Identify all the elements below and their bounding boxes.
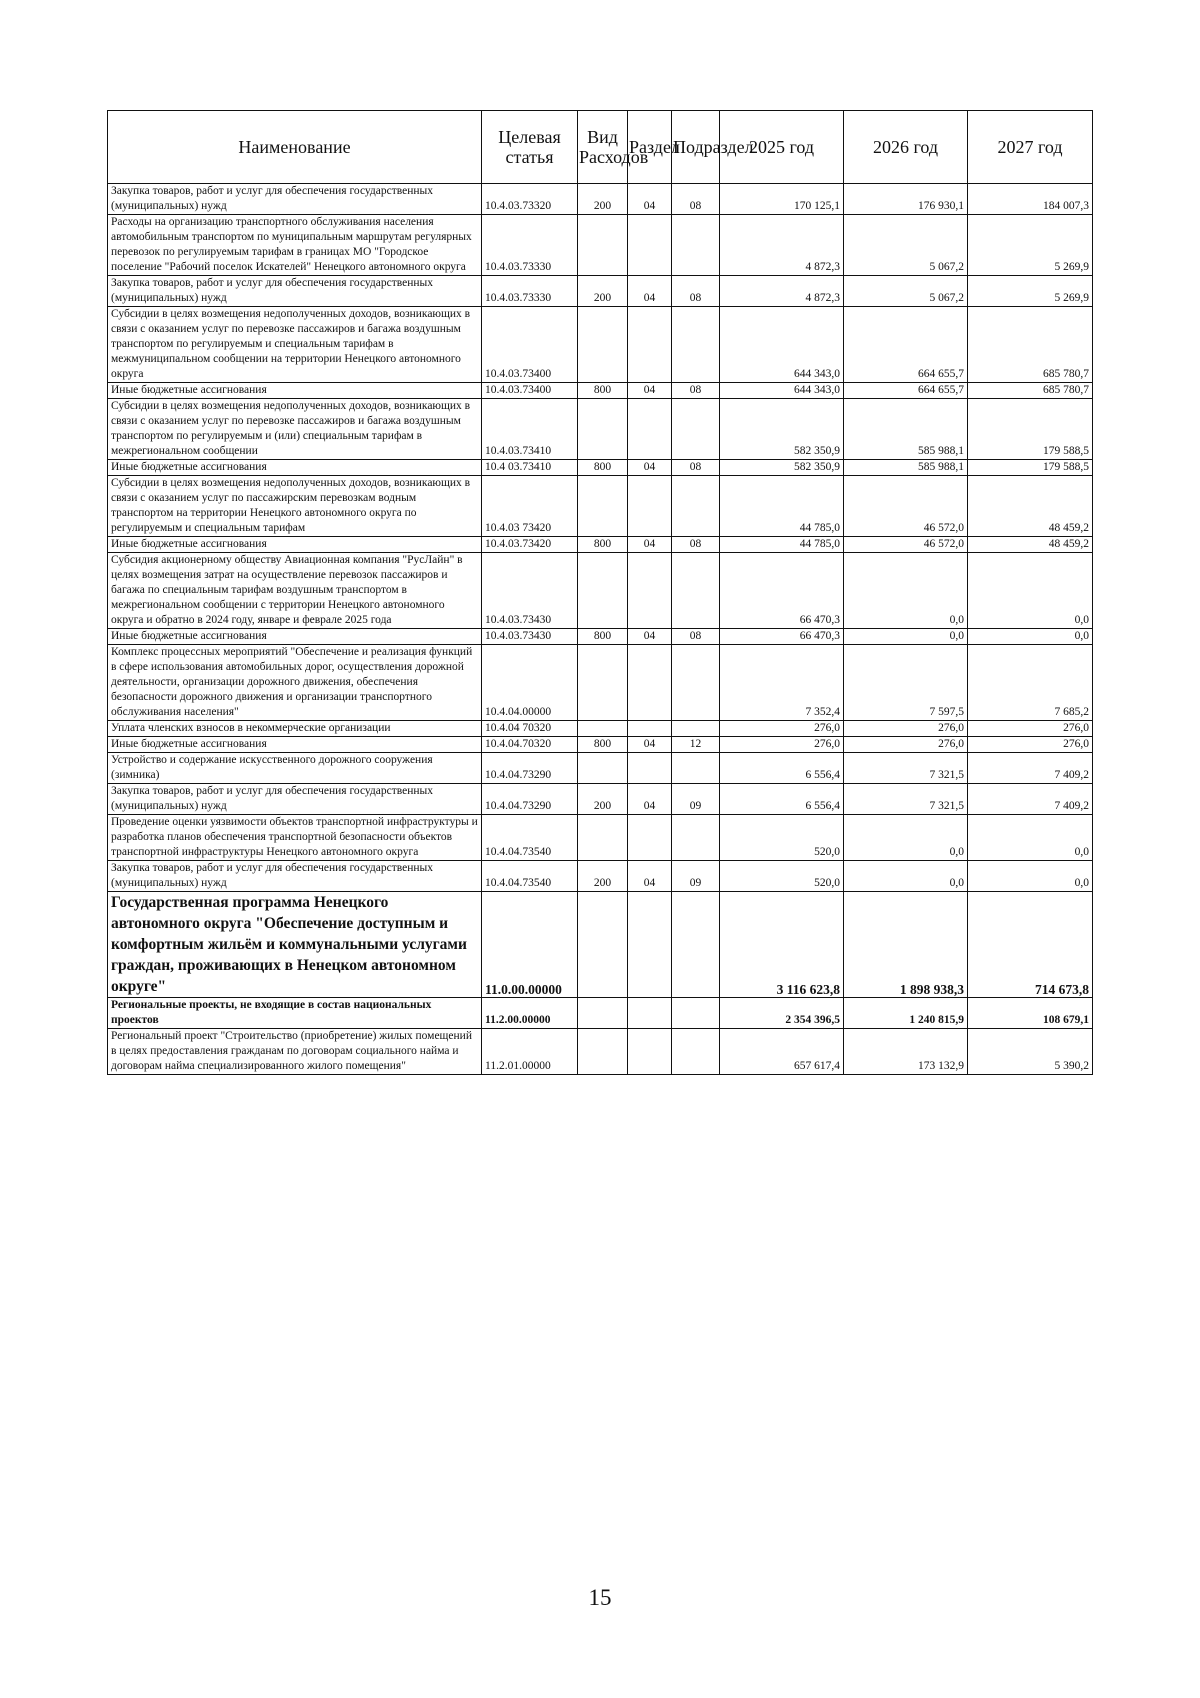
cell-2025: 4 872,3 (720, 215, 844, 276)
cell-name: Закупка товаров, работ и услуг для обеспечения государственных (муниципальных) нужд (108, 861, 482, 892)
cell-2026: 173 132,9 (844, 1029, 968, 1075)
cell-2027: 714 673,8 (968, 892, 1093, 998)
cell-subsection (672, 553, 720, 629)
cell-expense-type: 800 (578, 460, 628, 476)
budget-table (107, 110, 1093, 1075)
cell-section: 04 (628, 383, 672, 399)
table-row (108, 184, 1093, 215)
table-row (108, 721, 1093, 737)
cell-section (628, 892, 672, 998)
cell-expense-type: 800 (578, 383, 628, 399)
cell-subsection (672, 721, 720, 737)
cell-expense-type: 200 (578, 184, 628, 215)
cell-target-article: 11.0.00.00000 (482, 892, 578, 998)
cell-section: 04 (628, 861, 672, 892)
cell-2026: 7 321,5 (844, 753, 968, 784)
cell-name: Региональный проект "Строительство (приобретение) жилых помещений в целях предоставления гражданам по договорам социального найма и договорам найма специализированного жилого помещения" (108, 1029, 482, 1075)
cell-name: Иные бюджетные ассигнования (108, 383, 482, 399)
cell-subsection (672, 399, 720, 460)
cell-section (628, 215, 672, 276)
cell-2025: 7 352,4 (720, 645, 844, 721)
table-body (108, 184, 1093, 1075)
header-expense-type: Вид Расходов (578, 111, 628, 184)
cell-expense-type (578, 476, 628, 537)
cell-subsection (672, 476, 720, 537)
cell-2026: 46 572,0 (844, 537, 968, 553)
cell-section (628, 476, 672, 537)
cell-2027: 179 588,5 (968, 460, 1093, 476)
cell-2027: 7 685,2 (968, 645, 1093, 721)
table-row (108, 737, 1093, 753)
cell-expense-type: 200 (578, 276, 628, 307)
cell-expense-type: 800 (578, 537, 628, 553)
cell-2026: 585 988,1 (844, 399, 968, 460)
cell-2026: 46 572,0 (844, 476, 968, 537)
cell-target-article: 10.4.04 70320 (482, 721, 578, 737)
cell-section (628, 399, 672, 460)
cell-section: 04 (628, 629, 672, 645)
cell-2027: 179 588,5 (968, 399, 1093, 460)
cell-section (628, 753, 672, 784)
cell-target-article: 10.4.04.73290 (482, 753, 578, 784)
cell-expense-type (578, 753, 628, 784)
cell-target-article: 10.4.03.73330 (482, 215, 578, 276)
cell-subsection: 12 (672, 737, 720, 753)
cell-target-article: 11.2.01.00000 (482, 1029, 578, 1075)
cell-2027: 0,0 (968, 629, 1093, 645)
table-row (108, 815, 1093, 861)
table-row (108, 784, 1093, 815)
cell-name: Проведение оценки уязвимости объектов транспортной инфраструктуры и разработка планов обеспечения транспортной безопасности объектов транспортной инфраструктуры Ненецкого автономного округа (108, 815, 482, 861)
cell-2025: 276,0 (720, 721, 844, 737)
cell-subsection (672, 998, 720, 1029)
cell-expense-type (578, 815, 628, 861)
cell-expense-type (578, 307, 628, 383)
table-row (108, 1029, 1093, 1075)
cell-name: Субсидия акционерному обществу Авиационная компания "РусЛайн" в целях возмещения затрат на осуществление перевозок пассажиров и багажа по специальным тарифам воздушным транспортом в межрегиональном сообщении с территории Ненецкого автономного округа и обратно в 2024 году, январе и феврале 2025 года (108, 553, 482, 629)
cell-2027: 685 780,7 (968, 307, 1093, 383)
cell-name: Субсидии в целях возмещения недополученных доходов, возникающих в связи с оказанием услуг по перевозке пассажиров и багажа воздушным транспортом по регулируемым и специальным тарифам в межмуниципальном сообщении на территории Ненецкого автономного округа (108, 307, 482, 383)
cell-2025: 6 556,4 (720, 784, 844, 815)
cell-expense-type (578, 1029, 628, 1075)
cell-expense-type (578, 215, 628, 276)
table-row (108, 383, 1093, 399)
cell-target-article: 10.4.04.70320 (482, 737, 578, 753)
cell-target-article: 10.4.03.73430 (482, 553, 578, 629)
cell-name: Закупка товаров, работ и услуг для обеспечения государственных (муниципальных) нужд (108, 184, 482, 215)
cell-target-article: 10.4.03.73400 (482, 383, 578, 399)
cell-target-article: 10.4 03.73410 (482, 460, 578, 476)
cell-2025: 644 343,0 (720, 383, 844, 399)
cell-2026: 5 067,2 (844, 276, 968, 307)
cell-target-article: 10.4.03.73430 (482, 629, 578, 645)
cell-section (628, 998, 672, 1029)
cell-section: 04 (628, 460, 672, 476)
cell-subsection (672, 815, 720, 861)
cell-2027: 276,0 (968, 737, 1093, 753)
cell-2026: 664 655,7 (844, 383, 968, 399)
table-row (108, 307, 1093, 383)
cell-2027: 0,0 (968, 553, 1093, 629)
cell-expense-type: 800 (578, 629, 628, 645)
cell-2027: 184 007,3 (968, 184, 1093, 215)
cell-2027: 48 459,2 (968, 476, 1093, 537)
cell-2027: 0,0 (968, 861, 1093, 892)
cell-2026: 276,0 (844, 721, 968, 737)
cell-2025: 3 116 623,8 (720, 892, 844, 998)
cell-2025: 657 617,4 (720, 1029, 844, 1075)
cell-2025: 4 872,3 (720, 276, 844, 307)
cell-2025: 170 125,1 (720, 184, 844, 215)
cell-expense-type (578, 553, 628, 629)
header-target-article: Целевая статья (482, 111, 578, 184)
cell-target-article: 10.4.03.73420 (482, 537, 578, 553)
cell-name: Уплата членских взносов в некоммерческие организации (108, 721, 482, 737)
table-row (108, 476, 1093, 537)
cell-subsection (672, 645, 720, 721)
cell-2026: 1 240 815,9 (844, 998, 968, 1029)
cell-subsection: 09 (672, 861, 720, 892)
cell-2025: 520,0 (720, 815, 844, 861)
cell-subsection: 08 (672, 629, 720, 645)
cell-2026: 585 988,1 (844, 460, 968, 476)
table-row (108, 892, 1093, 998)
cell-name: Субсидии в целях возмещения недополученных доходов, возникающих в связи с оказанием услуг по перевозке пассажиров и багажа воздушным транспортом по регулируемым и (или) специальным тарифам в межрегиональном сообщении (108, 399, 482, 460)
cell-2026: 0,0 (844, 861, 968, 892)
cell-target-article: 10.4.03.73330 (482, 276, 578, 307)
cell-2026: 7 597,5 (844, 645, 968, 721)
cell-subsection (672, 307, 720, 383)
cell-name: Субсидии в целях возмещения недополученных доходов, возникающих в связи с оказанием услуг по пассажирским перевозкам водным транспортом на территории Ненецкого автономного округа по регулируемым и специальным тарифам (108, 476, 482, 537)
cell-2025: 66 470,3 (720, 629, 844, 645)
table-row (108, 537, 1093, 553)
cell-name: Закупка товаров, работ и услуг для обеспечения государственных (муниципальных) нужд (108, 784, 482, 815)
cell-subsection: 09 (672, 784, 720, 815)
cell-section (628, 307, 672, 383)
header-name: Наименование (108, 111, 482, 184)
cell-subsection (672, 753, 720, 784)
cell-2026: 0,0 (844, 629, 968, 645)
cell-subsection: 08 (672, 276, 720, 307)
cell-section: 04 (628, 184, 672, 215)
cell-2025: 276,0 (720, 737, 844, 753)
cell-2025: 582 350,9 (720, 460, 844, 476)
cell-name: Устройство и содержание искусственного дорожного сооружения (зимника) (108, 753, 482, 784)
cell-2026: 5 067,2 (844, 215, 968, 276)
cell-name: Комплекс процессных мероприятий "Обеспечение и реализация функций в сфере использования автомобильных дорог, осуществления дорожной деятельности, организации дорожного движения, обеспечения безопасности дорожного движения и организации транспортного обслуживания населения" (108, 645, 482, 721)
table-row (108, 399, 1093, 460)
cell-2026: 7 321,5 (844, 784, 968, 815)
cell-2027: 5 390,2 (968, 1029, 1093, 1075)
cell-2025: 2 354 396,5 (720, 998, 844, 1029)
table-row (108, 629, 1093, 645)
cell-expense-type (578, 399, 628, 460)
cell-2027: 276,0 (968, 721, 1093, 737)
header-section: Раздел (628, 111, 672, 184)
cell-name: Иные бюджетные ассигнования (108, 460, 482, 476)
cell-expense-type (578, 892, 628, 998)
cell-subsection: 08 (672, 184, 720, 215)
page-number: 15 (588, 1585, 612, 1610)
cell-expense-type (578, 721, 628, 737)
cell-subsection (672, 215, 720, 276)
cell-expense-type: 200 (578, 861, 628, 892)
cell-2027: 5 269,9 (968, 276, 1093, 307)
cell-name: Иные бюджетные ассигнования (108, 737, 482, 753)
table-row (108, 861, 1093, 892)
table-row (108, 645, 1093, 721)
table-row (108, 753, 1093, 784)
cell-target-article: 10.4.03.73400 (482, 307, 578, 383)
cell-2027: 5 269,9 (968, 215, 1093, 276)
cell-2027: 7 409,2 (968, 784, 1093, 815)
cell-subsection: 08 (672, 383, 720, 399)
header-2026: 2026 год (844, 111, 968, 184)
cell-target-article: 10.4.04.73540 (482, 815, 578, 861)
cell-2026: 1 898 938,3 (844, 892, 968, 998)
cell-name: Региональные проекты, не входящие в состав национальных проектов (108, 998, 482, 1029)
cell-2027: 108 679,1 (968, 998, 1093, 1029)
cell-section (628, 645, 672, 721)
cell-target-article: 10.4.03.73320 (482, 184, 578, 215)
table-row (108, 998, 1093, 1029)
table-row (108, 215, 1093, 276)
cell-subsection: 08 (672, 537, 720, 553)
cell-2027: 0,0 (968, 815, 1093, 861)
cell-name: Закупка товаров, работ и услуг для обеспечения государственных (муниципальных) нужд (108, 276, 482, 307)
cell-2025: 66 470,3 (720, 553, 844, 629)
cell-section: 04 (628, 537, 672, 553)
cell-2026: 0,0 (844, 815, 968, 861)
cell-target-article: 10.4.04.73290 (482, 784, 578, 815)
table-row (108, 276, 1093, 307)
cell-section: 04 (628, 276, 672, 307)
cell-2025: 44 785,0 (720, 476, 844, 537)
cell-expense-type: 200 (578, 784, 628, 815)
cell-2026: 0,0 (844, 553, 968, 629)
cell-expense-type (578, 998, 628, 1029)
cell-2026: 664 655,7 (844, 307, 968, 383)
cell-name: Расходы на организацию транспортного обслуживания населения автомобильным транспортом по муниципальным маршрутам регулярных перевозок по регулируемым тарифам в границах МО "Городское поселение "Рабочий поселок Искателей" Ненецкого автономного округа (108, 215, 482, 276)
cell-2025: 44 785,0 (720, 537, 844, 553)
cell-section (628, 553, 672, 629)
cell-target-article: 10.4.04.73540 (482, 861, 578, 892)
cell-name: Государственная программа Ненецкого автономного округа "Обеспечение доступным и комфортным жильём и коммунальными услугами граждан, проживающих в Ненецком автономном округе" (108, 892, 482, 998)
cell-2025: 582 350,9 (720, 399, 844, 460)
cell-target-article: 11.2.00.00000 (482, 998, 578, 1029)
table-header (108, 111, 1093, 184)
table-row (108, 460, 1093, 476)
cell-2026: 176 930,1 (844, 184, 968, 215)
cell-2025: 520,0 (720, 861, 844, 892)
cell-section (628, 1029, 672, 1075)
cell-target-article: 10.4.04.00000 (482, 645, 578, 721)
table-row (108, 553, 1093, 629)
cell-section (628, 815, 672, 861)
cell-section (628, 721, 672, 737)
cell-section: 04 (628, 737, 672, 753)
cell-target-article: 10.4.03.73410 (482, 399, 578, 460)
header-2025: 2025 год (720, 111, 844, 184)
cell-target-article: 10.4.03 73420 (482, 476, 578, 537)
cell-expense-type: 800 (578, 737, 628, 753)
header-2027: 2027 год (968, 111, 1093, 184)
cell-name: Иные бюджетные ассигнования (108, 629, 482, 645)
cell-expense-type (578, 645, 628, 721)
cell-2027: 7 409,2 (968, 753, 1093, 784)
cell-name: Иные бюджетные ассигнования (108, 537, 482, 553)
cell-2026: 276,0 (844, 737, 968, 753)
cell-2027: 685 780,7 (968, 383, 1093, 399)
cell-2025: 644 343,0 (720, 307, 844, 383)
cell-subsection (672, 892, 720, 998)
cell-subsection (672, 1029, 720, 1075)
cell-section: 04 (628, 784, 672, 815)
header-subsection: Подраздел (672, 111, 720, 184)
cell-2025: 6 556,4 (720, 753, 844, 784)
cell-2027: 48 459,2 (968, 537, 1093, 553)
cell-subsection: 08 (672, 460, 720, 476)
